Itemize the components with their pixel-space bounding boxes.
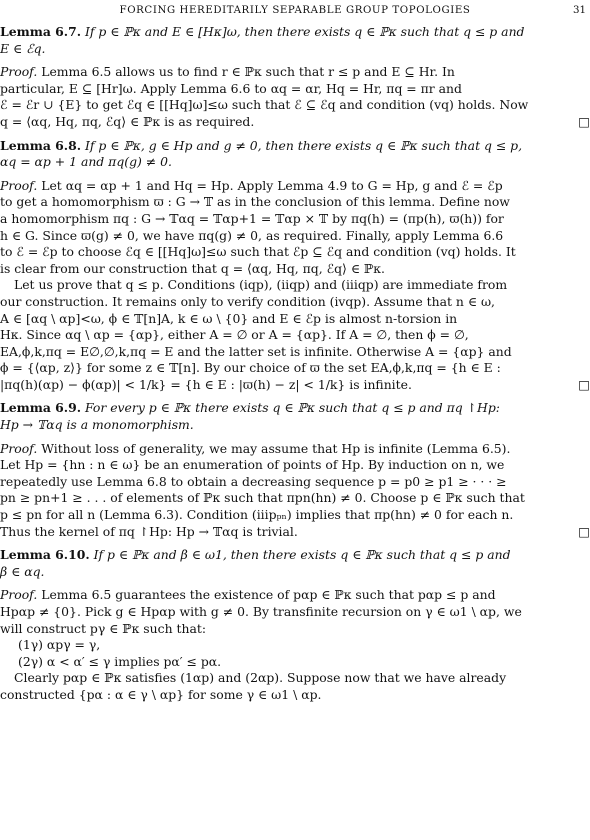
text-line bbox=[0, 587, 590, 604]
text-line bbox=[0, 547, 590, 564]
page-number: 31 bbox=[573, 5, 586, 16]
proof-6-7 bbox=[0, 64, 590, 130]
line-text: (1γ) αpγ = γ, bbox=[18, 637, 101, 653]
proof-6-8-continued bbox=[0, 277, 590, 393]
lemma-6-8 bbox=[0, 138, 590, 171]
proof-6-10 bbox=[0, 587, 590, 637]
text-line bbox=[0, 490, 590, 507]
text-line bbox=[0, 24, 590, 41]
line-text: is clear from our construction that q = ⟨αq, Hq, πq, ℰq⟩ ∈ ℙκ. bbox=[0, 260, 385, 276]
line-text: repeatedly use Lemma 6.8 to obtain a decreasing sequence p = p0 ≥ p1 ≥ · · · ≥ bbox=[0, 473, 507, 489]
text-line bbox=[0, 604, 590, 621]
line-text: h ∈ G. Since ϖ(g) ≠ 0, we have πq(g) ≠ 0, as required. Finally, apply Lemma 6.6 bbox=[0, 227, 504, 243]
text-line bbox=[0, 564, 590, 581]
text-line bbox=[0, 687, 590, 704]
text-line bbox=[0, 621, 590, 638]
text-line bbox=[0, 457, 590, 474]
line-text: pn ≥ pn+1 ≥ . . . of elements of ℙκ such that πpn(hn) ≠ 0. Choose p ∈ ℙκ such that bbox=[0, 490, 525, 506]
line-text: EA,ϕ,k,πq = E∅,∅,k,πq = E and the latter set is infinite. Otherwise A = {αp} and bbox=[0, 343, 512, 359]
line-text: Lemma 6.5 allows us to find r ∈ ℙκ such that r ≤ p and E ⊆ Hr. In bbox=[41, 64, 455, 80]
line-text: our construction. It remains only to verify condition (ivqp). Assume that n ∈ ω, bbox=[0, 293, 495, 309]
proof-6-8 bbox=[0, 178, 590, 278]
line-text: Let Hp = {hn : n ∈ ω} be an enumeration of points of Hp. By induction on n, we bbox=[0, 457, 505, 473]
text-line bbox=[0, 507, 590, 524]
line-text: will construct pγ ∈ ℙκ such that: bbox=[0, 620, 206, 636]
text-line bbox=[0, 344, 590, 361]
text-line bbox=[0, 97, 590, 114]
qed-symbol: □ bbox=[578, 376, 590, 392]
text-line bbox=[0, 670, 590, 687]
text-line bbox=[0, 261, 590, 278]
theorem-label: Lemma 6.7. bbox=[0, 24, 82, 39]
line-text: Hp → 𝕋αq is a monomorphism. bbox=[0, 417, 194, 433]
text-line bbox=[18, 637, 590, 654]
line-text: a homomorphism πq : G → 𝕋αq = 𝕋αp+1 = 𝕋αp × 𝕋 by πq(h) = (πp(h), ϖ(h)) for bbox=[0, 210, 504, 226]
line-text: If p ∈ ℙκ and β ∈ ω1, then there exists q ∈ ℙκ such that q ≤ p and bbox=[93, 547, 511, 563]
line-text: ℰ = ℰr ∪ {E} to get ℰq ∈ [[Hq]ω]≤ω such that ℰ ⊆ ℰq and condition (vq) holds. Now bbox=[0, 97, 529, 113]
line-text: If p ∈ ℙκ and E ∈ [Hκ]ω, then there exists q ∈ ℙκ such that q ≤ p and bbox=[84, 24, 525, 39]
text-line bbox=[0, 194, 590, 211]
line-text: Hpαp ≠ {0}. Pick g ∈ Hpαp with g ≠ 0. By transfinite recursion on γ ∈ ω1 \ αp, we bbox=[0, 604, 522, 619]
line-text: Hκ. Since αq \ αp = {αp}, either A = ∅ or A = {αp}. If A = ∅, then ϕ = ∅, bbox=[0, 327, 469, 343]
text-line bbox=[0, 294, 590, 311]
proof-label: Proof. bbox=[0, 587, 38, 603]
block-gap bbox=[0, 57, 590, 64]
running-title: FORCING HEREDITARILY SEPARABLE GROUP TOPOLOGIES bbox=[119, 5, 471, 16]
text-line bbox=[0, 154, 590, 171]
line-text: Let αq = αp + 1 and Hq = Hp. Apply Lemma 4.9 to G = Hp, g and ℰ = ℰp bbox=[41, 177, 503, 193]
item-2-gamma bbox=[0, 654, 590, 671]
text-line bbox=[0, 417, 590, 434]
qed-symbol: □ bbox=[578, 113, 590, 129]
line-text: q = ⟨αq, Hq, πq, ℰq⟩ ∈ ℙκ is as required. bbox=[0, 113, 255, 129]
block-gap bbox=[0, 131, 590, 138]
block-gap bbox=[0, 434, 590, 441]
text-line bbox=[0, 178, 590, 195]
proof-6-10-continued bbox=[0, 670, 590, 703]
line-text: A ∈ [αq \ αp]<ω, ϕ ∈ 𝕋[n]A, k ∈ ω \ {0} and E ∈ ℰp is almost n-torsion in bbox=[0, 310, 458, 326]
line-text: (2γ) α < α′ ≤ γ implies pα′ ≤ pα. bbox=[18, 653, 222, 669]
line-text: For every p ∈ ℙκ there exists q ∈ ℙκ such that q ≤ p and πq ↾Hp: bbox=[84, 400, 500, 416]
text-line bbox=[0, 41, 590, 58]
text-line bbox=[0, 228, 590, 245]
qed-symbol: □ bbox=[578, 523, 590, 539]
line-text: to ℰ = ℰp to choose ℰq ∈ [[Hq]ω]≤ω such that ℰp ⊆ ℰq and condition (vq) holds. It bbox=[0, 244, 516, 260]
text-line bbox=[0, 64, 590, 81]
proof-label: Proof. bbox=[0, 177, 38, 193]
block-gap bbox=[0, 580, 590, 587]
line-text: constructed {pα : α ∈ γ \ αp} for some γ ∈ ω1 \ αp. bbox=[0, 686, 322, 702]
line-text: Without loss of generality, we may assume that Hp is infinite (Lemma 6.5). bbox=[41, 440, 511, 456]
block-gap bbox=[0, 171, 590, 178]
page-header bbox=[0, 3, 590, 19]
line-text: Lemma 6.5 guarantees the existence of pαp ∈ ℙκ such that pαp ≤ p and bbox=[41, 587, 496, 603]
text-line bbox=[0, 81, 590, 98]
text-line bbox=[0, 474, 590, 491]
theorem-label: Lemma 6.8. bbox=[0, 137, 82, 153]
line-text: Clearly pαp ∈ ℙκ satisfies (1αp) and (2αp). Suppose now that we have already bbox=[14, 670, 507, 686]
line-text: to get a homomorphism ϖ : G → 𝕋 as in the conclusion of this lemma. Define now bbox=[0, 194, 510, 210]
line-text: β ∈ αq. bbox=[0, 563, 45, 579]
theorem-label: Lemma 6.10. bbox=[0, 547, 90, 563]
lemma-6-9 bbox=[0, 400, 590, 433]
item-1-gamma bbox=[0, 637, 590, 654]
line-text: |πq(h)(αp) − ϕ(αp)| < 1/k} = {h ∈ E : |ϖ(h) − z| < 1/k} is infinite. bbox=[0, 376, 412, 392]
line-text: ϕ = {⟨αp, z⟩} for some z ∈ 𝕋[n]. By our choice of ϖ the set EA,ϕ,k,πq = {h ∈ E : bbox=[0, 360, 501, 376]
page-body bbox=[0, 24, 590, 704]
line-text: E ∈ ℰq. bbox=[0, 40, 46, 56]
text-line bbox=[0, 441, 590, 458]
text-line bbox=[0, 244, 590, 261]
line-text: Thus the kernel of πq ↾Hp: Hp → 𝕋αq is trivial. bbox=[0, 523, 298, 539]
text-line bbox=[0, 114, 590, 131]
proof-label: Proof. bbox=[0, 64, 38, 80]
line-text: Let us prove that q ≤ p. Conditions (iqp), (iiqp) and (iiiqp) are immediate from bbox=[14, 277, 508, 293]
text-line bbox=[0, 360, 590, 377]
text-line bbox=[0, 211, 590, 228]
text-line bbox=[0, 377, 590, 394]
line-text: If p ∈ ℙκ, g ∈ Hp and g ≠ 0, then there exists q ∈ ℙκ such that q ≤ p, bbox=[84, 137, 523, 153]
block-gap bbox=[0, 393, 590, 400]
text-line bbox=[0, 524, 590, 541]
proof-label: Proof. bbox=[0, 440, 38, 456]
proof-6-9 bbox=[0, 441, 590, 541]
text-line bbox=[0, 311, 590, 328]
text-line bbox=[0, 277, 590, 294]
text-line bbox=[18, 654, 590, 671]
line-text: p ≤ pn for all n (Lemma 6.3). Condition (iiipₚₙ) implies that πp(hn) ≠ 0 for each n. bbox=[0, 507, 514, 523]
theorem-label: Lemma 6.9. bbox=[0, 400, 82, 416]
lemma-6-10 bbox=[0, 547, 590, 580]
text-line bbox=[0, 400, 590, 417]
block-gap bbox=[0, 540, 590, 547]
text-line bbox=[0, 327, 590, 344]
lemma-6-7 bbox=[0, 24, 590, 57]
line-text: particular, E ⊆ [Hr]ω. Apply Lemma 6.6 to αq = αr, Hq = Hr, πq = πr and bbox=[0, 80, 462, 96]
line-text: αq = αp + 1 and πq(g) ≠ 0. bbox=[0, 154, 172, 170]
text-line bbox=[0, 138, 590, 155]
